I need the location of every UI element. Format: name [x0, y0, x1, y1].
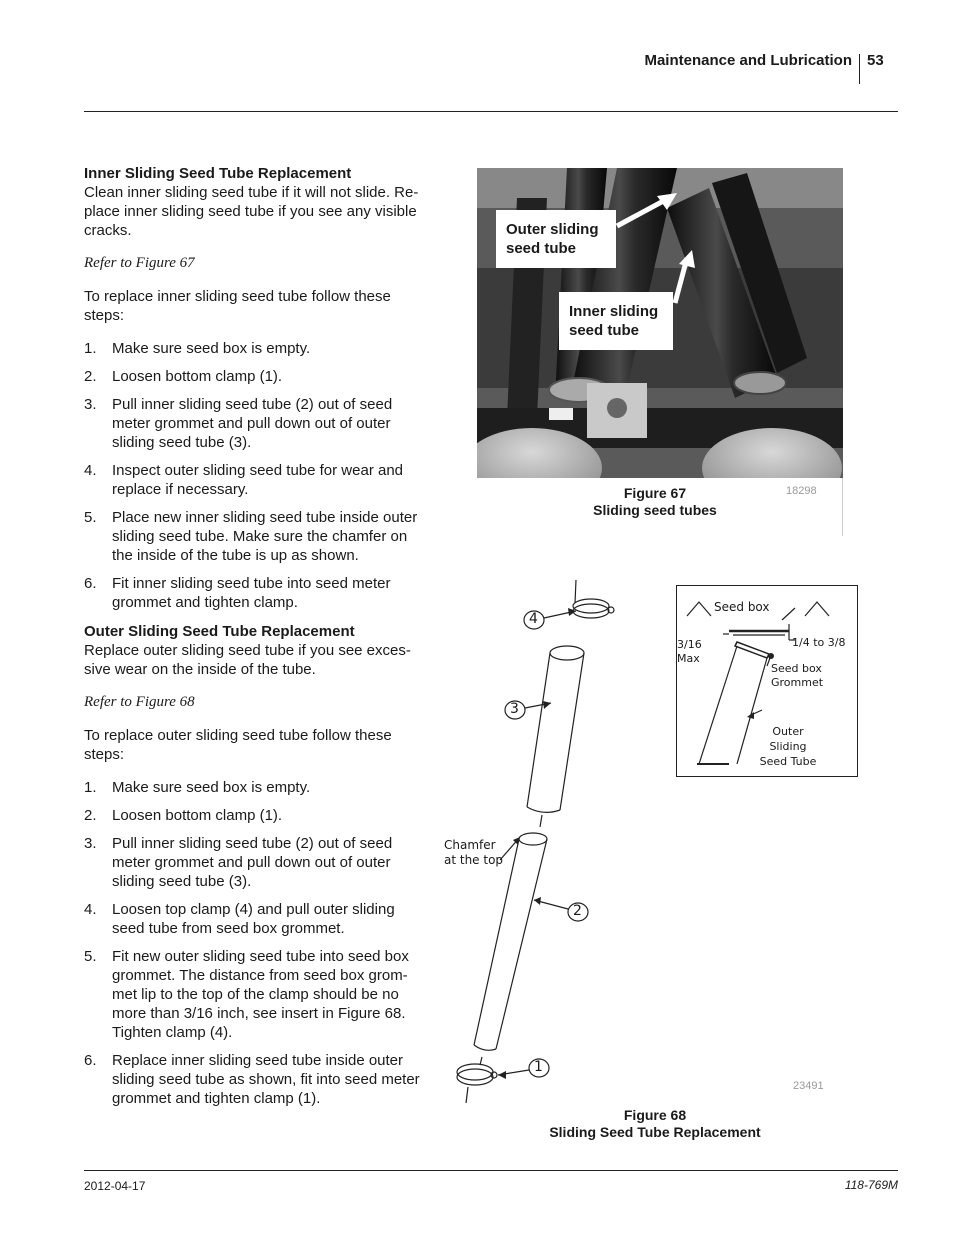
step-text: Place new inner sliding seed tube inside outer sliding seed tube. Make sure the chamfer on the inside of the tube is up as shown.	[112, 509, 418, 564]
step-number: 2.	[84, 368, 97, 385]
callout-inner-sliding-seed-tube	[559, 292, 673, 350]
step-text: Loosen top clamp (4) and pull outer sliding seed tube from seed box grommet.	[112, 901, 395, 937]
insert-range: 1/4 to 3/8	[792, 636, 846, 649]
callout-outer-sliding-seed-tube	[496, 210, 616, 268]
outer-lead: To replace outer sliding seed tube follow these steps:	[84, 727, 392, 763]
figure-68-title: Sliding Seed Tube Replacement	[549, 1124, 761, 1140]
callout-4: 4	[529, 611, 538, 627]
inner-lead: To replace inner sliding seed tube follow these steps:	[84, 288, 391, 324]
step-text: Replace inner sliding seed tube inside outer sliding seed tube as shown, fit into seed meter grommet and tighten clamp (1).	[112, 1052, 420, 1107]
insert-outer-line: Seed Tube	[759, 755, 817, 768]
list-item	[84, 806, 426, 825]
figure-67-caption	[555, 485, 755, 519]
step-number: 2.	[84, 807, 97, 824]
step-text: Loosen bottom clamp (1).	[112, 368, 283, 385]
callout-line: seed tube	[506, 240, 577, 257]
list-item	[84, 900, 426, 938]
step-number: 1.	[84, 779, 97, 796]
figure-68-id: 23491	[793, 1080, 824, 1092]
insert-grommet	[771, 662, 823, 690]
figure-67-number: Figure 67	[623, 485, 687, 501]
callout-2: 2	[573, 903, 582, 919]
footer-doc-number: 118-769M	[844, 1178, 898, 1192]
callout-1: 1	[534, 1059, 543, 1075]
list-item	[84, 778, 426, 797]
figure-68-insert	[676, 585, 858, 777]
step-number: 1.	[84, 340, 97, 357]
callout-3: 3	[510, 701, 519, 717]
step-text: Loosen bottom clamp (1).	[112, 807, 283, 824]
footer-rule	[84, 1170, 898, 1171]
outer-heading: Outer Sliding Seed Tube Replacement	[84, 623, 355, 640]
step-text: Fit new outer sliding seed tube into seed box grommet. The distance from seed box grom-met lip to the top of the clamp should be no more than 3/16 inch, see insert in Figure 68. Tighten clamp (4).	[112, 948, 409, 1041]
list-item	[84, 339, 426, 358]
figure-67-title: Sliding seed tubes	[593, 502, 717, 518]
figure-67-id: 18298	[786, 485, 817, 497]
step-number: 4.	[84, 901, 97, 918]
chamfer-label	[444, 838, 503, 868]
list-item	[84, 367, 426, 386]
insert-outer-line: Outer	[772, 725, 804, 738]
footer-date: 2012-04-17	[84, 1179, 146, 1193]
figure-67-frame-line	[842, 478, 843, 536]
step-text: Inspect outer sliding seed tube for wear and replace if necessary.	[112, 462, 404, 498]
list-item	[84, 834, 426, 891]
step-text: Make sure seed box is empty.	[112, 340, 311, 357]
header-divider	[859, 54, 860, 84]
insert-outer	[753, 724, 823, 769]
text-column	[84, 164, 426, 1117]
step-text: Pull inner sliding seed tube (2) out of seed meter grommet and pull down out of outer sliding seed tube (3).	[112, 396, 393, 451]
callout-line: seed tube	[569, 322, 640, 339]
header-rule	[84, 111, 898, 112]
outer-intro: Replace outer sliding seed tube if you see exces-sive wear on the inside of the tube.	[84, 642, 411, 678]
inner-intro: Clean inner sliding seed tube if it will not slide. Re-place inner sliding seed tube if you see any visible cracks.	[84, 184, 419, 239]
callout-line: Inner sliding	[569, 303, 659, 320]
list-item	[84, 508, 426, 565]
inner-heading: Inner Sliding Seed Tube Replacement	[84, 165, 352, 182]
step-text: Fit inner sliding seed tube into seed meter grommet and tighten clamp.	[112, 575, 391, 611]
step-number: 5.	[84, 509, 97, 526]
insert-grommet-line: Grommet	[771, 676, 824, 689]
step-number: 5.	[84, 948, 97, 965]
chamfer-line: at the top	[444, 853, 504, 867]
insert-grommet-line: Seed box	[771, 662, 822, 675]
inner-steps	[84, 339, 426, 612]
insert-outer-line: Sliding	[769, 740, 807, 753]
chamfer-line: Chamfer	[444, 838, 496, 852]
page-number: 53	[867, 52, 884, 69]
step-text: Make sure seed box is empty.	[112, 779, 311, 796]
list-item	[84, 574, 426, 612]
step-number: 3.	[84, 396, 97, 413]
list-item	[84, 947, 426, 1042]
insert-max	[677, 638, 702, 666]
insert-max-label: Max	[677, 652, 700, 665]
insert-max-value: 3/16	[677, 638, 702, 651]
insert-seed-box: Seed box	[714, 600, 770, 614]
step-number: 3.	[84, 835, 97, 852]
step-text: Pull inner sliding seed tube (2) out of seed meter grommet and pull down out of outer sliding seed tube (3).	[112, 835, 393, 890]
outer-figure-ref: Refer to Figure 68	[84, 694, 195, 710]
list-item	[84, 1051, 426, 1108]
outer-steps	[84, 778, 426, 1108]
step-number: 4.	[84, 462, 97, 479]
step-number: 6.	[84, 1052, 97, 1069]
callout-line: Outer sliding	[506, 221, 599, 238]
inner-figure-ref: Refer to Figure 67	[84, 255, 195, 271]
list-item	[84, 395, 426, 452]
figure-68-caption	[530, 1107, 780, 1141]
figure-68-number: Figure 68	[623, 1107, 687, 1123]
list-item	[84, 461, 426, 499]
header-section-title: Maintenance and Lubrication	[644, 52, 852, 69]
step-number: 6.	[84, 575, 97, 592]
